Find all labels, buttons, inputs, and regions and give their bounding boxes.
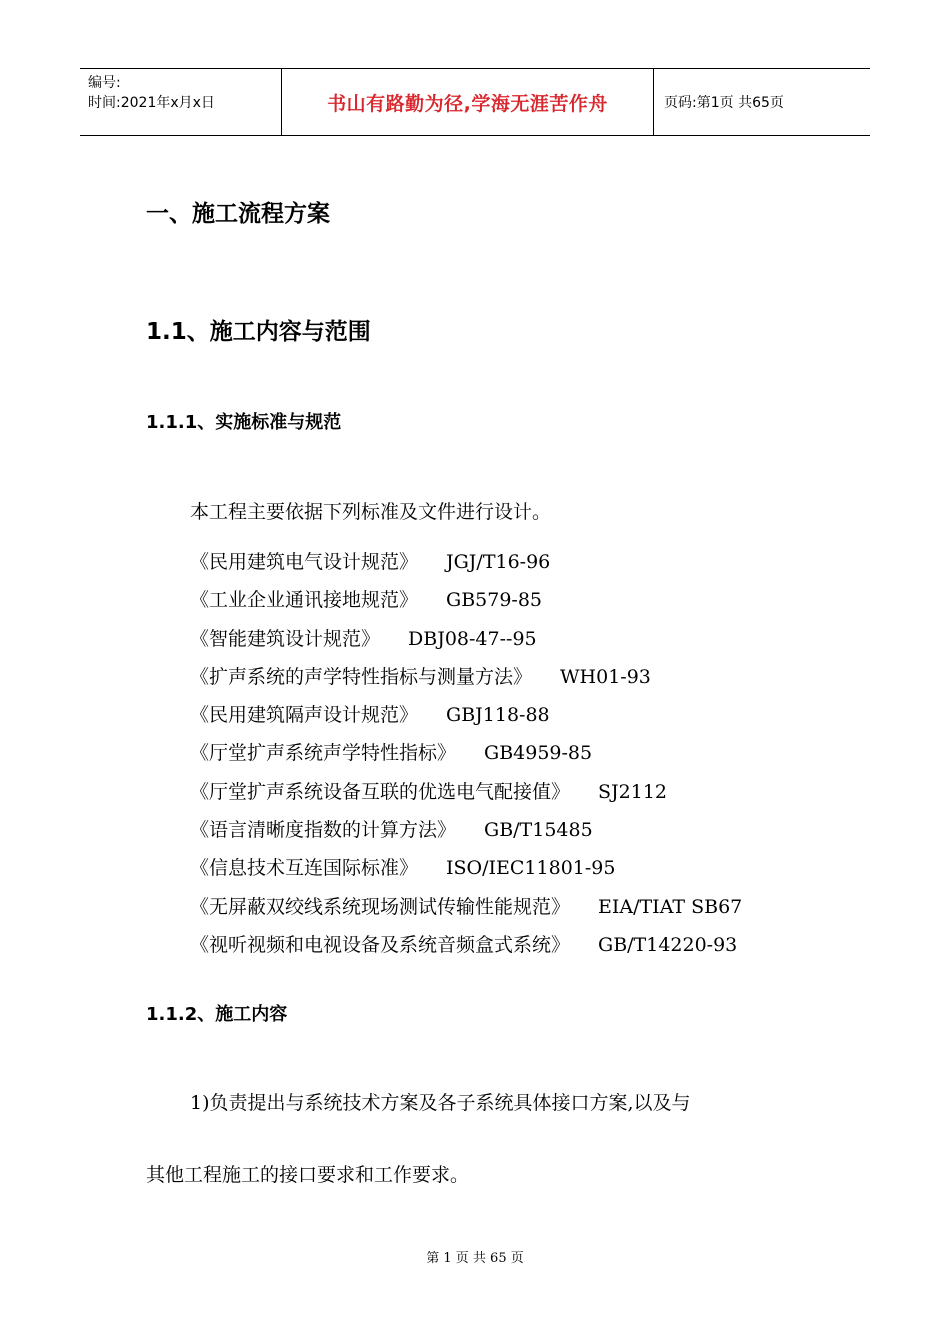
page-footer: 第 1 页 共 65 页 <box>426 1251 524 1266</box>
list-item <box>190 811 742 849</box>
standard-name: 《民用建筑隔声设计规范》 <box>190 704 419 727</box>
standard-name: 《语言清晰度指数的计算方法》 <box>190 819 457 842</box>
standard-name: 《无屏蔽双绞线系统现场测试传输性能规范》 <box>190 895 571 918</box>
standard-code: JGJ/T16-96 <box>446 551 551 573</box>
page-header <box>80 68 870 136</box>
list-item <box>190 696 742 734</box>
standard-name: 《工业企业通讯接地规范》 <box>190 589 419 612</box>
standard-code: GBJ118-88 <box>446 704 550 727</box>
standard-code: WH01-93 <box>560 665 651 688</box>
standard-name: 《厅堂扩声系统设备互联的优选电气配接值》 <box>190 780 571 803</box>
section-standards-title: 1.1.1、实施标准与规范 <box>146 412 342 433</box>
standard-name: 《视听视频和电视设备及系统音频盒式系统》 <box>190 933 571 956</box>
standard-code: GB4959-85 <box>484 742 593 765</box>
header-meta <box>80 69 282 135</box>
list-item <box>190 543 742 581</box>
heading-level-2: 1.1、施工内容与范围 <box>146 319 371 345</box>
section-content-paragraph-line2: 其他工程施工的接口要求和工作要求。 <box>146 1164 470 1186</box>
standard-code: SJ2112 <box>598 780 668 803</box>
standard-code: GB/T15485 <box>484 819 593 842</box>
list-item <box>190 620 742 658</box>
standard-name: 《信息技术互连国际标准》 <box>190 857 419 880</box>
section-content-paragraph-line1: 1)负责提出与系统技术方案及各子系统具体接口方案,以及与 <box>190 1092 691 1114</box>
standard-code: GB579-85 <box>446 589 543 612</box>
heading-level-1: 一、施工流程方案 <box>146 201 330 227</box>
standard-name: 《民用建筑电气设计规范》 <box>190 551 419 573</box>
section-content-title: 1.1.2、施工内容 <box>146 1004 288 1025</box>
section-standards-intro: 本工程主要依据下列标准及文件进行设计。 <box>190 501 552 523</box>
list-item <box>190 773 742 811</box>
document-number-label: 编号: <box>88 75 121 91</box>
list-item <box>190 581 742 619</box>
standard-code: GB/T14220-93 <box>598 933 738 956</box>
header-page-info: 页码:第1页 共65页 <box>664 95 784 111</box>
list-item <box>190 849 742 887</box>
list-item <box>190 734 742 772</box>
standard-name: 《智能建筑设计规范》 <box>190 627 381 650</box>
standard-code: EIA/TIAT SB67 <box>598 895 743 918</box>
list-item <box>190 658 742 696</box>
header-motto: 书山有路勤为径,学海无涯苦作舟 <box>327 92 608 115</box>
standard-code: DBJ08-47--95 <box>408 627 537 650</box>
document-time-label: 时间:2021年x月x日 <box>88 95 215 111</box>
header-motto-cell <box>282 69 654 135</box>
header-page-info-cell <box>654 69 870 135</box>
standards-list <box>190 543 742 964</box>
list-item <box>190 888 742 926</box>
standard-name: 《扩声系统的声学特性指标与测量方法》 <box>190 665 533 688</box>
standard-code: ISO/IEC11801-95 <box>446 857 616 880</box>
list-item <box>190 926 742 964</box>
standard-name: 《厅堂扩声系统声学特性指标》 <box>190 742 457 765</box>
